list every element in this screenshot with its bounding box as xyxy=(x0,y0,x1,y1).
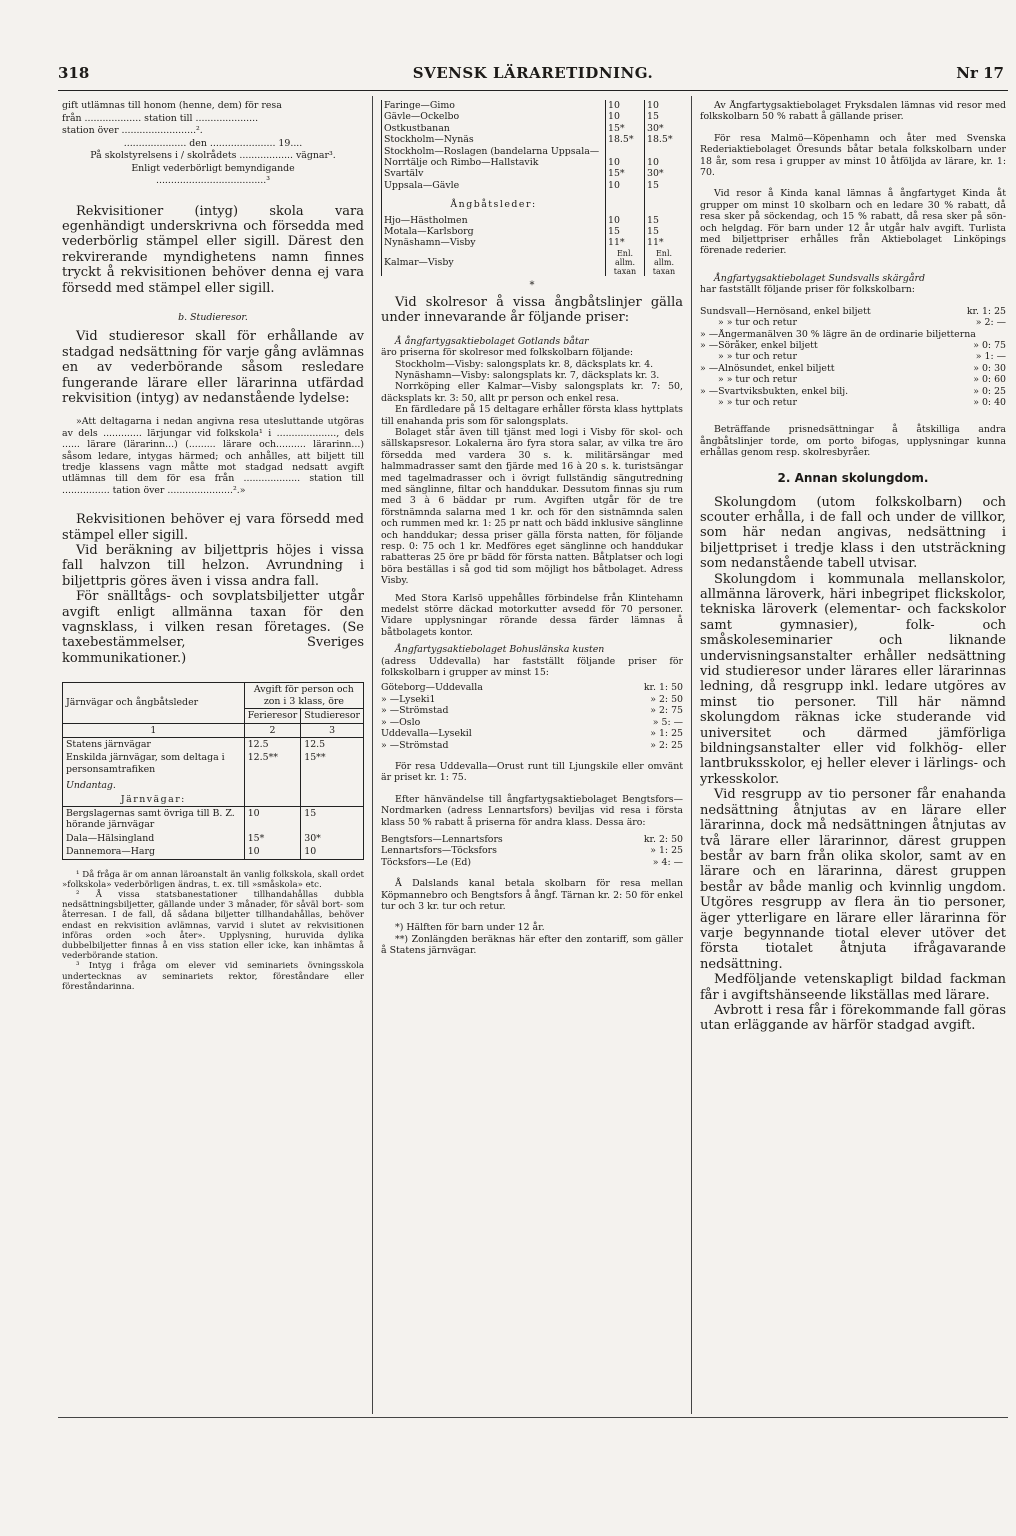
note: **) Zonlängden beräknas här efter den zontariff, som gäller å Statens järnvägar. xyxy=(381,933,683,957)
table-cell: 10 xyxy=(645,146,684,169)
issue-number: Nr 17 xyxy=(956,64,1004,82)
table-cell: Bengtsfors—Lennartsfors xyxy=(381,833,503,845)
table-cell: Bergslagernas samt övriga till B. Z. hörande järnvägar xyxy=(63,806,245,831)
table-cell: » —Lyseki1 xyxy=(381,693,436,705)
table-cell: 10 xyxy=(244,806,301,831)
table-cell: » 0: 75 xyxy=(973,339,1006,351)
table-row xyxy=(382,226,684,237)
paragraph: Å Dalslands kanal betala skolbarn för resa mellan Köpmannebro och Bengtsfors å ångf. Tärnan kr. 2: 50 för enkel tur och 3 kr. tur och retur. xyxy=(381,878,683,912)
paragraph: Vid skolresor å vissa ångbåtslinjer gälla under innevarande år följande priser: xyxy=(381,294,683,326)
paragraph: För resa Malmö—Köpenhamn och åter med Svenska Rederiaktiebolaget Öresunds båtar betala folkskolbarn under 18 år, som resa i grupper av minst 10 åtföljda av lärare, kr. 1: 70. xyxy=(700,132,1006,179)
section-heading: 2. Annan skolungdom. xyxy=(777,470,929,485)
table-cell: 30* xyxy=(645,123,684,134)
table-cell: Kalmar—Visby xyxy=(384,256,454,268)
paragraph: äro priserna för skolresor med folkskolbarn följande: xyxy=(381,347,634,359)
subheading: b. Studieresor. xyxy=(178,311,248,323)
paragraph: Rekvisitioner (intyg) skola vara egenhändigt underskrivna och försedda med vederbörlig stämpel eller sigill. Därest den rekvirerande myndighetens namn finnes tryckt å rekvisitionen behöver denna ej vara försedd med stämpel eller sigill. xyxy=(62,203,364,296)
table-cell: Svartälv xyxy=(384,168,424,180)
table-cell: Uddevalla—Lysekil xyxy=(381,728,472,740)
price-row xyxy=(700,374,1006,385)
table-cell: Enl. allm. taxan xyxy=(606,249,645,276)
paragraph: En färdledare på 15 deltagare erhåller första klass hyttplats till enahanda pris som för salongsplats. xyxy=(381,404,683,427)
table-cell: Lennartsfors—Töcksfors xyxy=(381,845,497,857)
note: *) Hälften för barn under 12 år. xyxy=(395,922,545,934)
table-cell: » —Svartviksbukten, enkel bilj. xyxy=(700,385,849,397)
column-2 xyxy=(381,100,683,1412)
table-cell: » 1: — xyxy=(975,351,1006,363)
price-row xyxy=(700,386,1006,397)
table-head-routes: Järnvägar och ångbåtsleder xyxy=(63,683,245,723)
company-name: Ångfartygsaktiebolaget Sundsvalls skärgård xyxy=(714,272,925,284)
price-row xyxy=(381,705,683,716)
table-row xyxy=(63,751,364,776)
table-cell: » 2: 25 xyxy=(650,739,683,751)
paragraph: Vid resor å Kinda kanal lämnas å ångfartyget Kinda åt grupper om minst 10 skolbarn och en ledare 30 % rabatt, då resa sker på söckendag, och 15 % rabatt, då resa sker på sön- och helgdag. För barn under 12 år utgår halv avgift. Turlista med biljettpriser erhålles från Aktiebolaget Linköpings förenade rederier. xyxy=(700,188,1006,257)
column-1 xyxy=(62,100,364,1412)
table-cell: Nynäshamn—Visby xyxy=(384,237,476,249)
price-row xyxy=(381,717,683,728)
bohus-price-list xyxy=(381,682,683,750)
table-cell: 18.5* xyxy=(645,134,684,145)
table-cell: » 2: 75 xyxy=(650,705,683,717)
quoted-form: »Att deltagarna i nedan angivna resa utesluttande utgöras av dels ............. lärjungar vid folkskola¹ i ...................., dels ...... lärare (lärarinn...) (......... lärare och.......... lärarinn...) såsom ledare, intygas härmed; och anhålles, att biljett till tredje klassens vagn måtte mot stadgad nedsatt avgift utlämnas till dem för esa från ................... station till ................ tation över ......................².» xyxy=(62,416,364,496)
table-cell: 30* xyxy=(301,832,364,845)
table-cell: Motala—Karlsborg xyxy=(384,226,474,238)
table-cell: 10 xyxy=(606,180,645,191)
table-cell: Faringe—Gimo xyxy=(384,100,455,111)
table-cell: 15** xyxy=(301,751,364,776)
table-cell: Dala—Hälsingland xyxy=(66,832,155,844)
paragraph: Av Ångfartygsaktiebolaget Fryksdalen lämnas vid resor med folkskolbarn 50 % rabatt å gällande priser. xyxy=(700,100,1006,123)
table-cell: » 4: — xyxy=(652,856,683,868)
sundsvall-price-list xyxy=(700,306,1006,409)
form-line: På skolstyrelsens i / skolrådets .................. vägnar³. xyxy=(90,150,336,161)
table-cell: Gävle—Ockelbo xyxy=(384,111,460,123)
table-cell: Stockholm—Roslagen (bandelarna Uppsala—Norrtälje och Rimbo—Hallstavik xyxy=(384,145,600,169)
column-divider-2 xyxy=(691,96,692,1414)
table-cell: kr. 1: 25 xyxy=(966,305,1006,317)
price-row xyxy=(381,694,683,705)
separator-star: * xyxy=(529,279,535,291)
paragraph: Skolungdom (utom folkskolbarn) och scouter erhålla, i de fall och under de villkor, som här nedan angivas, nedsättning i biljettpriset i tredje klass i den utsträckning som nedanstående tabell utvisar. xyxy=(700,494,1006,572)
footnote: ¹ Då fråga är om annan läroanstalt än vanlig folkskola, skall ordet »folkskola» vederbörligen ändras, t. ex. till »småskola» etc. xyxy=(62,869,364,890)
table-col-num: 1 xyxy=(63,723,245,737)
table-cell: » 0: 25 xyxy=(973,385,1006,397)
table-row xyxy=(63,832,364,845)
publication-title: SVENSK LÄRARETIDNING. xyxy=(412,64,654,82)
table-cell: » 2: 50 xyxy=(650,693,683,705)
table-cell: 10 xyxy=(606,146,645,169)
footer-rule xyxy=(58,1417,1008,1418)
table-cell: Hjo—Hästholmen xyxy=(384,214,468,226)
table-cell: 10 xyxy=(606,111,645,122)
rail-continuation-table xyxy=(381,100,683,276)
price-row xyxy=(381,682,683,693)
table-cell: » » tur och retur xyxy=(718,351,797,363)
form-line: gift utlämnas till honom (henne, dem) för resa xyxy=(62,100,282,111)
table-cell: » —Alnösundet, enkel biljett xyxy=(700,362,835,374)
angbat-heading: Ångbåtsleder: xyxy=(450,199,537,211)
table-col-num: 3 xyxy=(301,723,364,737)
table-cell: » —Ångermanälven 30 % lägre än de ordinarie biljetterna xyxy=(700,328,976,340)
table-cell: Töcksfors—Le (Ed) xyxy=(381,856,471,868)
table-cell: 15* xyxy=(244,832,301,845)
column-3 xyxy=(700,100,1006,1412)
table-cell: » —Strömstad xyxy=(381,739,449,751)
table-cell: » » tur och retur xyxy=(718,396,797,408)
column-divider-1 xyxy=(372,96,373,1414)
table-cell: 30* xyxy=(645,168,684,179)
price-row xyxy=(381,740,683,751)
form-line: station över .........................². xyxy=(62,125,203,136)
table-head-studie: Studieresor xyxy=(301,709,364,723)
table-row xyxy=(382,249,684,276)
footnote: ³ Intyg i fråga om elever vid seminariets övningsskola undertecknas av seminariets rektor, föreståndare eller föreståndarinna. xyxy=(62,961,364,992)
paragraph: Vid studieresor skall för erhållande av stadgad nedsättning för varje gång avlämnas en av vederbörande såsom resledare fungerande lärare eller lärarinna utfärdad rekvisition (intyg) av nedanstående lydelse: xyxy=(62,329,364,406)
paragraph: Nynäshamn—Visby: salongsplats kr. 7, däcksplats kr. 3. xyxy=(395,369,660,381)
table-cell: kr. 2: 50 xyxy=(643,833,683,845)
table-cell: 12.5 xyxy=(244,737,301,751)
table-row xyxy=(382,215,684,226)
table-cell: 11* xyxy=(606,237,645,248)
paragraph: har fastställt följande priser för folkskolbarn: xyxy=(700,284,915,296)
paragraph: För snälltågs- och sovplatsbiljetter utgår avgift enligt allmänna taxan för den vagnsklass, i vilken resan företages. (Se taxebestämmelser, Sveriges kommunikationer.) xyxy=(62,589,364,666)
table-cell: » » tur och retur xyxy=(718,374,797,386)
page-number: 318 xyxy=(58,64,90,82)
company-name: Å ångfartygsaktiebolaget Gotlands båtar xyxy=(395,335,589,347)
table-cell: 15* xyxy=(606,123,645,134)
table-cell: Sundsvall—Hernösand, enkel biljett xyxy=(700,305,871,317)
table-cell: 10 xyxy=(244,845,301,859)
table-cell: Dannemora—Harg xyxy=(66,846,155,858)
table-cell: » —Söråker, enkel biljett xyxy=(700,339,818,351)
table-cell: 12.5** xyxy=(244,751,301,776)
price-row xyxy=(700,340,1006,351)
table-cell: 15 xyxy=(645,215,684,226)
table-cell: 15* xyxy=(606,168,645,179)
table-cell: 10 xyxy=(301,845,364,859)
table-cell: » 0: 30 xyxy=(973,362,1006,374)
table-cell: » 1: 25 xyxy=(650,728,683,740)
table-cell: 10 xyxy=(645,100,684,111)
table-undantag: Undantag. xyxy=(66,780,116,792)
table-cell: kr. 1: 50 xyxy=(643,682,683,694)
paragraph: Beträffande prisnedsättningar å åtskilliga andra ångbåtslinjer torde, om porto bifogas, upplysningar kunna erhållas genom resp. skolresbyråer. xyxy=(700,424,1006,459)
table-row xyxy=(382,111,684,122)
price-row xyxy=(700,317,1006,328)
table-cell: 15 xyxy=(645,111,684,122)
table-cell: Ostkustbanan xyxy=(384,122,450,134)
table-cell: 18.5* xyxy=(606,134,645,145)
table-cell: 11* xyxy=(645,237,684,248)
table-cell: » —Oslo xyxy=(381,716,421,728)
table-row xyxy=(382,100,684,111)
table-cell: Göteborg—Uddevalla xyxy=(381,682,483,694)
table-head-ferie: Ferieresor xyxy=(244,709,301,723)
table-row xyxy=(382,168,684,179)
price-row xyxy=(700,397,1006,408)
paragraph: Bolaget står även till tjänst med logi i Visby för skol- och sällskapsresor. Lokalerna äro fyra stora salar, av vilka tre äro försedda med vardera 30 s. k. militärsängar med halmmadrasser samt den fjärde med 16 à 20 s. k. turistsängar med tagelmadrasser och i övrigt fullständig sängutredning med sänglinne, filtar och handdukar. Dessutom finnas sju rum med 3 à 6 bäddar pr rum. Avgiften utgår för de tre förstnämnda salarna med 1 kr. och för den sistnämnda salen och rummen med kr. 1: 25 pr natt och bädd inklusive sänglinne och handdukar; dessa priser gälla första natten, för följande resp. 0: 75 och 1 kr. Medföres eget sänglinne och handdukar rabatteras 25 öre pr bädd för första natten. Båtplatser och logi böra beställas i så god tid som möjligt hos båtbolaget. Adress Visby. xyxy=(381,426,683,587)
price-row xyxy=(700,351,1006,362)
table-row xyxy=(382,180,684,191)
header-rule xyxy=(58,90,1008,91)
price-row xyxy=(381,845,683,856)
bengtsfors-price-list xyxy=(381,834,683,868)
paragraph: Medföljande vetenskapligt bildad fackman får i avgiftshänseende likställas med lärare. xyxy=(700,972,1006,1003)
table-cell: 15 xyxy=(301,806,364,831)
price-row xyxy=(700,363,1006,374)
footnote: ² Å vissa statsbanestationer tillhandahållas dubbla nedsättningsbiljetter, gällande under 3 månader, för såväl bort- som återresan. I de fall, då sådana biljetter tillhandahållas, behöver endast en rekvisition avlämnas, varvid i slutet av rekvisitionen införas orden »och åter». Upplysning, huruvida dylika dubbelbiljetter finnas å en viss station eller icke, kan inhämtas å vederbörande station. xyxy=(62,889,364,962)
form-line: Enligt vederbörligt bemyndigande xyxy=(131,162,295,174)
form-line: från ................... station till ..................... xyxy=(62,112,259,124)
table-row xyxy=(63,845,364,859)
paragraph: Stockholm—Visby: salongsplats kr. 8, däcksplats kr. 4. xyxy=(395,358,654,370)
price-row xyxy=(381,857,683,868)
paragraph: Med Stora Karlsö uppehålles förbindelse från Klintehamn medelst större däckad motorkutter avsedd för 70 personer. Vidare upplysningar rörande dessa färder lämnas å båtbolagets kontor. xyxy=(381,592,683,638)
paragraph: Vid beräkning av biljettpris höjes i vissa fall halvzon till helzon. Avrundning i biljettpris göres även i vissa andra fall. xyxy=(62,543,364,589)
table-cell: 10 xyxy=(606,215,645,226)
table-row xyxy=(382,237,684,248)
table-row xyxy=(382,134,684,145)
table-col-num: 2 xyxy=(244,723,301,737)
paragraph: Efter hänvändelse till ångfartygsaktiebolaget Bengtsfors—Nordmarken (adress Lennartsfors) beviljas vid resa i första klass 50 % rabatt å priserna för andra klass. Dessa äro: xyxy=(381,793,683,828)
fare-table xyxy=(62,682,364,859)
table-row xyxy=(63,806,364,831)
table-jarnvagar: Järnvägar: xyxy=(120,793,186,805)
price-row xyxy=(700,306,1006,317)
paragraph: (adress Uddevalla) har fastställt följande priser för folkskolbarn i grupper av minst 15: xyxy=(381,655,683,679)
paragraph: Rekvisitionen behöver ej vara försedd med stämpel eller sigill. xyxy=(62,512,364,543)
price-row xyxy=(381,834,683,845)
price-row xyxy=(700,329,1006,340)
price-row xyxy=(381,728,683,739)
table-cell: 15 xyxy=(645,180,684,191)
page-header xyxy=(58,64,1008,86)
table-cell: Statens järnvägar xyxy=(66,738,151,750)
table-row xyxy=(63,737,364,751)
table-cell: Enskilda järnvägar, som deltaga i personsamtrafiken xyxy=(66,752,225,775)
company-name: Ångfartygsaktiebolaget Bohuslänska kusten xyxy=(395,644,605,656)
paragraph: Norrköping eller Kalmar—Visby salongsplats kr. 7: 50, däcksplats kr. 3: 50, allt pr person och enkel resa. xyxy=(381,381,683,404)
table-cell: » 0: 40 xyxy=(973,396,1006,408)
table-cell: » 2: — xyxy=(975,317,1006,329)
table-cell xyxy=(1003,329,1006,340)
form-line: .....................................³ xyxy=(155,175,271,186)
table-cell: 12.5 xyxy=(301,737,364,751)
table-cell: Enl. allm. taxan xyxy=(645,249,684,276)
table-cell: » » tur och retur xyxy=(718,317,797,329)
table-cell: » —Strömstad xyxy=(381,705,449,717)
paragraph: Vid resgrupp av tio personer får enahanda nedsättning åtnjutas av en lärare eller lärarinna, dock må nedsättningen åtnjutas av två lärare eller lärarinnor, därest gruppen består av barn från olika skolor, samt av en lärare och en lärarinna, därest gruppen består av både manlig och kvinnlig ungdom. Utgöres resgrupp av flera än tio personer, äger ytterligare en lärare eller lärarinna för varje begynnande tiotal elever utöver det första tiotalet åtnjuta ifrågavarande nedsättning. xyxy=(700,787,1006,972)
table-cell: » 0: 60 xyxy=(973,374,1006,386)
table-cell: Stockholm—Nynäs xyxy=(384,134,474,146)
table-cell: 15 xyxy=(645,226,684,237)
table-row xyxy=(382,123,684,134)
table-cell: Uppsala—Gävle xyxy=(384,179,460,191)
paragraph: Avbrott i resa får i förekommande fall göras utan erläggande av härför stadgad avgift. xyxy=(700,1002,1006,1034)
table-head-fee: Avgift för person och zon i 3 klass, öre xyxy=(244,683,363,709)
paragraph: För resa Uddevalla—Orust runt till Ljungskile eller omvänt är priset kr. 1: 75. xyxy=(381,760,683,784)
form-line: ..................... den ...................... 19.... xyxy=(123,137,303,149)
table-cell: 10 xyxy=(606,100,645,111)
table-cell: 15 xyxy=(606,226,645,237)
paragraph: Skolungdom i kommunala mellanskolor, allmänna läroverk, häri inbegripet flickskolor, tekniska läroverk (elementar- och fackskolor samt gymnasier), folk- och småskoleseminarier och liknande undervisningsanstalter erhåller nedsättning vid studieresor under lärares eller lärarinnas ledning, då resgrupp inkl. ledare utgöres av minst tio personer. Till här nämnd skolungdom räknas icke studerande vid universitet och därmed jämförliga bildningsanstalter eller vid folkhög- eller lantbruksskolor, ej heller elever i lärlings- och yrkesskolor. xyxy=(700,571,1006,787)
table-row xyxy=(382,146,684,169)
requisition-form-top xyxy=(62,100,364,188)
table-cell: » 1: 25 xyxy=(650,845,683,857)
table-cell: » 5: — xyxy=(652,716,683,728)
